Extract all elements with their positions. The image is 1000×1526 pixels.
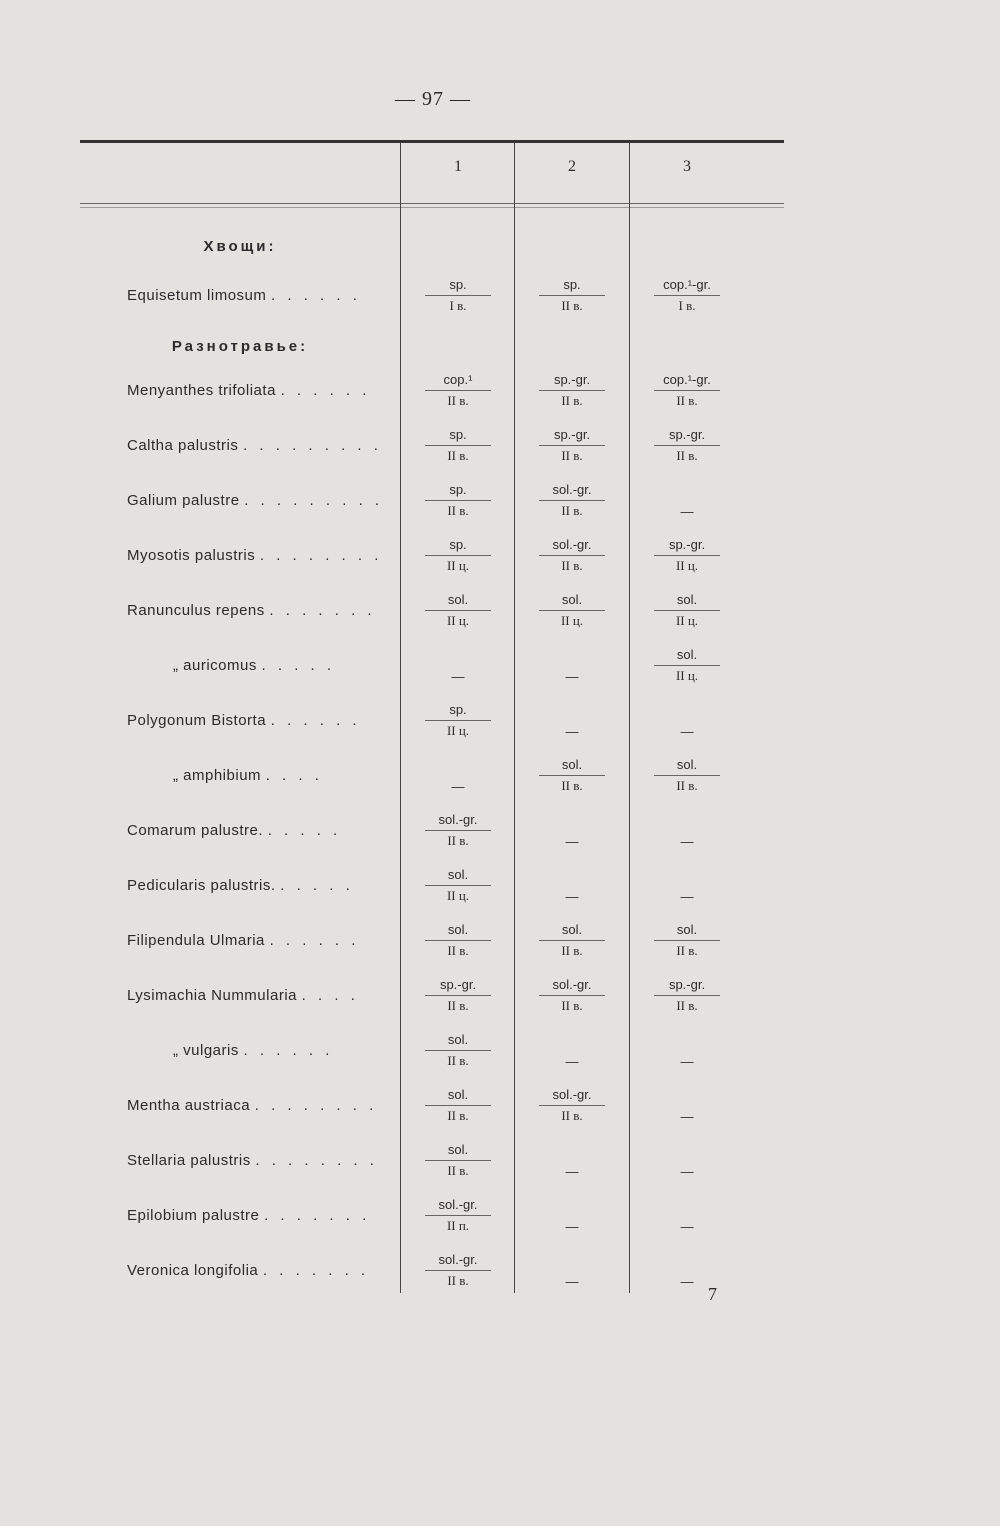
- abundance-value: —: [565, 1164, 579, 1179]
- phenophase-value: II в.: [425, 1105, 491, 1126]
- species-label: Veronica longifolia: [127, 1262, 263, 1279]
- phenophase-value: II ц.: [654, 555, 720, 576]
- phenophase-value: II в.: [425, 940, 491, 961]
- abundance-cell: [515, 832, 629, 852]
- abundance-cell: [401, 1250, 515, 1291]
- phenophase-value: II п.: [425, 1215, 491, 1236]
- species-label: Stellaria palustris: [127, 1152, 256, 1169]
- abundance-value: cop.¹-gr.: [663, 372, 711, 387]
- abundance-value: sp.: [449, 427, 467, 442]
- abundance-cell: [401, 480, 515, 521]
- abundance-value: sol.: [676, 757, 698, 772]
- abundance-cell: [630, 1162, 744, 1182]
- species-label: Equisetum limosum: [127, 287, 272, 304]
- species-name: [127, 767, 392, 784]
- abundance-value: —: [451, 779, 465, 794]
- abundance-value: sol.: [447, 867, 469, 882]
- abundance-cell: [401, 700, 515, 741]
- abundance-value: sol.: [561, 922, 583, 937]
- phenophase-value: II в.: [425, 445, 491, 466]
- abundance-cell: [630, 370, 744, 411]
- species-name: [127, 822, 392, 839]
- abundance-cell: [515, 722, 629, 742]
- abundance-cell: [630, 590, 744, 631]
- abundance-value: sol.: [447, 922, 469, 937]
- abundance-cell: [630, 645, 744, 686]
- page-number: — 97 —: [395, 88, 471, 110]
- species-label: Ranunculus repens: [127, 602, 270, 619]
- abundance-cell: [401, 535, 515, 576]
- abundance-cell: [515, 535, 629, 576]
- abundance-cell: [515, 920, 629, 961]
- phenophase-value: II в.: [654, 775, 720, 796]
- abundance-cell: [515, 887, 629, 907]
- abundance-value: sp.: [449, 277, 467, 292]
- abundance-value: —: [680, 889, 694, 904]
- species-label: „ amphibium: [173, 767, 266, 784]
- abundance-value: sol.-gr.: [552, 537, 592, 552]
- abundance-cell: [401, 370, 515, 411]
- species-name: [127, 932, 392, 949]
- abundance-cell: [515, 275, 629, 316]
- species-name: [127, 712, 392, 729]
- phenophase-value: II в.: [539, 295, 605, 316]
- abundance-cell: [630, 722, 744, 742]
- species-label: „ vulgaris: [173, 1042, 244, 1059]
- leader-dots: . . . . .: [267, 822, 342, 839]
- abundance-value: —: [680, 834, 694, 849]
- abundance-cell: [630, 1217, 744, 1237]
- signature-number: 7: [708, 1284, 717, 1304]
- leader-dots: . . . . . . .: [262, 1262, 370, 1279]
- table-header-rule: [80, 203, 784, 204]
- phenophase-value: II в.: [425, 390, 491, 411]
- abundance-cell: [401, 777, 515, 797]
- abundance-cell: [630, 755, 744, 796]
- phenophase-value: II в.: [654, 940, 720, 961]
- phenophase-value: II в.: [425, 1160, 491, 1181]
- leader-dots: . . . . . . . . .: [243, 437, 382, 454]
- abundance-cell: [630, 832, 744, 852]
- section-heading-horsetails: Хвощи:: [203, 238, 277, 255]
- abundance-value: —: [680, 724, 694, 739]
- abundance-value: sp.: [563, 277, 581, 292]
- abundance-value: —: [565, 724, 579, 739]
- species-label: Polygonum Bistorta: [127, 712, 271, 729]
- abundance-value: —: [680, 1109, 694, 1124]
- abundance-value: —: [680, 1164, 694, 1179]
- phenophase-value: II в.: [425, 995, 491, 1016]
- abundance-value: sp.-gr.: [553, 427, 591, 442]
- abundance-cell: [515, 755, 629, 796]
- abundance-cell: [401, 590, 515, 631]
- phenophase-value: II ц.: [425, 555, 491, 576]
- phenophase-value: II ц.: [425, 610, 491, 631]
- phenophase-value: II в.: [654, 995, 720, 1016]
- abundance-value: sol.: [676, 647, 698, 662]
- phenophase-value: II в.: [539, 995, 605, 1016]
- abundance-cell: [630, 1107, 744, 1127]
- abundance-cell: [401, 1085, 515, 1126]
- abundance-cell: [630, 1052, 744, 1072]
- species-label: Pedicularis palustris.: [127, 877, 281, 894]
- abundance-value: sol.-gr.: [552, 977, 592, 992]
- abundance-cell: [401, 275, 515, 316]
- abundance-cell: [630, 887, 744, 907]
- abundance-cell: [401, 865, 515, 906]
- species-name: [127, 1042, 392, 1059]
- species-name: [127, 987, 392, 1004]
- abundance-cell: [401, 425, 515, 466]
- species-name: [127, 877, 392, 894]
- abundance-cell: [630, 1272, 744, 1292]
- leader-dots: . . . . .: [261, 657, 336, 674]
- species-name: [127, 1207, 392, 1224]
- abundance-value: —: [565, 1054, 579, 1069]
- abundance-cell: [515, 480, 629, 521]
- phenophase-value: II в.: [654, 390, 720, 411]
- abundance-value: sol.: [447, 592, 469, 607]
- species-name: [127, 657, 392, 674]
- species-name: [127, 1152, 392, 1169]
- abundance-value: sol.: [447, 1087, 469, 1102]
- column-header-2: 2: [568, 158, 576, 175]
- species-name: [127, 547, 392, 564]
- abundance-value: sol.: [447, 1032, 469, 1047]
- species-name: [127, 602, 392, 619]
- species-name: [127, 437, 392, 454]
- species-label: Epilobium palustre: [127, 1207, 265, 1224]
- leader-dots: . . . . . . .: [269, 602, 376, 619]
- abundance-value: —: [680, 504, 694, 519]
- leader-dots: . . . . . .: [270, 712, 361, 729]
- table-header-rule-2: [80, 207, 784, 208]
- abundance-cell: [515, 1162, 629, 1182]
- leader-dots: . . . . . .: [269, 932, 360, 949]
- abundance-value: sol.-gr.: [438, 1197, 478, 1212]
- leader-dots: . . . .: [265, 767, 323, 784]
- leader-dots: . . . . . .: [243, 1042, 334, 1059]
- species-name: [127, 492, 392, 509]
- abundance-value: sol.: [447, 1142, 469, 1157]
- abundance-value: sol.: [561, 592, 583, 607]
- phenophase-value: II в.: [425, 1050, 491, 1071]
- species-label: Menyanthes trifoliata: [127, 382, 281, 399]
- abundance-cell: [401, 920, 515, 961]
- column-header-3: 3: [683, 158, 691, 175]
- abundance-value: sp.-gr.: [668, 427, 706, 442]
- leader-dots: . . . . .: [280, 877, 354, 894]
- column-header-1: 1: [454, 158, 462, 175]
- abundance-value: —: [565, 1219, 579, 1234]
- phenophase-value: I в.: [425, 295, 491, 316]
- phenophase-value: II в.: [539, 940, 605, 961]
- abundance-cell: [515, 667, 629, 687]
- phenophase-value: II ц.: [654, 665, 720, 686]
- abundance-cell: [630, 920, 744, 961]
- abundance-cell: [515, 1217, 629, 1237]
- abundance-value: sol.: [676, 922, 698, 937]
- abundance-value: cop.¹-gr.: [663, 277, 711, 292]
- abundance-value: sol.-gr.: [552, 1087, 592, 1102]
- abundance-value: —: [680, 1274, 694, 1289]
- abundance-cell: [401, 975, 515, 1016]
- phenophase-value: I в.: [654, 295, 720, 316]
- phenophase-value: II в.: [539, 500, 605, 521]
- species-name: [127, 1262, 392, 1279]
- abundance-value: sp.-gr.: [668, 977, 706, 992]
- species-label: Lysimachia Nummularia: [127, 987, 302, 1004]
- leader-dots: . . . . . . . .: [259, 547, 383, 564]
- abundance-value: —: [565, 834, 579, 849]
- leader-dots: . . . . . .: [280, 382, 371, 399]
- table-top-rule: [80, 140, 784, 143]
- phenophase-value: II в.: [425, 830, 491, 851]
- phenophase-value: II в.: [425, 500, 491, 521]
- species-name: [127, 1097, 392, 1114]
- species-label: Caltha palustris: [127, 437, 244, 454]
- abundance-value: —: [565, 669, 579, 684]
- abundance-cell: [515, 1052, 629, 1072]
- leader-dots: . . . . . .: [271, 287, 361, 304]
- leader-dots: . . . . . . . .: [254, 1097, 378, 1114]
- species-name: [127, 382, 392, 399]
- phenophase-value: II в.: [539, 1105, 605, 1126]
- abundance-cell: [515, 1272, 629, 1292]
- abundance-value: sp.-gr.: [553, 372, 591, 387]
- abundance-cell: [401, 810, 515, 851]
- abundance-cell: [401, 1030, 515, 1071]
- abundance-value: sol.-gr.: [552, 482, 592, 497]
- abundance-cell: [515, 975, 629, 1016]
- phenophase-value: II ц.: [539, 610, 605, 631]
- abundance-cell: [515, 1085, 629, 1126]
- leader-dots: . . . . . . .: [264, 1207, 371, 1224]
- species-label: Filipendula Ulmaria: [127, 932, 270, 949]
- abundance-value: sol.-gr.: [438, 812, 478, 827]
- abundance-value: —: [451, 669, 465, 684]
- abundance-value: —: [565, 889, 579, 904]
- abundance-value: sp.-gr.: [439, 977, 477, 992]
- species-label: „ auricomus: [173, 657, 262, 674]
- species-name: [127, 287, 392, 304]
- phenophase-value: II в.: [539, 445, 605, 466]
- section-heading-forbs: Разнотравье:: [171, 338, 309, 355]
- phenophase-value: II в.: [539, 390, 605, 411]
- phenophase-value: II в.: [425, 1270, 491, 1291]
- abundance-value: sol.: [676, 592, 698, 607]
- abundance-cell: [630, 975, 744, 1016]
- abundance-value: sp.: [449, 702, 467, 717]
- abundance-cell: [401, 1195, 515, 1236]
- abundance-cell: [630, 275, 744, 316]
- abundance-cell: [515, 425, 629, 466]
- species-label: Mentha austriaca: [127, 1097, 255, 1114]
- abundance-value: cop.¹: [443, 372, 473, 387]
- abundance-value: sp.: [449, 482, 467, 497]
- leader-dots: . . . . . . . . .: [244, 492, 384, 509]
- abundance-cell: [630, 425, 744, 466]
- species-label: Myosotis palustris: [127, 547, 260, 564]
- abundance-value: —: [680, 1054, 694, 1069]
- species-label: Galium palustre: [127, 492, 245, 509]
- phenophase-value: II в.: [539, 555, 605, 576]
- abundance-cell: [401, 1140, 515, 1181]
- phenophase-value: II ц.: [425, 720, 491, 741]
- abundance-value: sol.: [561, 757, 583, 772]
- phenophase-value: II ц.: [654, 610, 720, 631]
- abundance-value: sol.-gr.: [438, 1252, 478, 1267]
- abundance-cell: [515, 590, 629, 631]
- abundance-cell: [401, 667, 515, 687]
- abundance-cell: [630, 535, 744, 576]
- species-label: Comarum palustre.: [127, 822, 268, 839]
- abundance-cell: [515, 370, 629, 411]
- leader-dots: . . . .: [301, 987, 359, 1004]
- abundance-value: sp.-gr.: [668, 537, 706, 552]
- abundance-cell: [630, 502, 744, 522]
- phenophase-value: II в.: [654, 445, 720, 466]
- abundance-value: —: [565, 1274, 579, 1289]
- phenophase-value: II в.: [539, 775, 605, 796]
- abundance-value: sp.: [449, 537, 467, 552]
- abundance-value: —: [680, 1219, 694, 1234]
- phenophase-value: II ц.: [425, 885, 491, 906]
- leader-dots: . . . . . . . .: [255, 1152, 378, 1169]
